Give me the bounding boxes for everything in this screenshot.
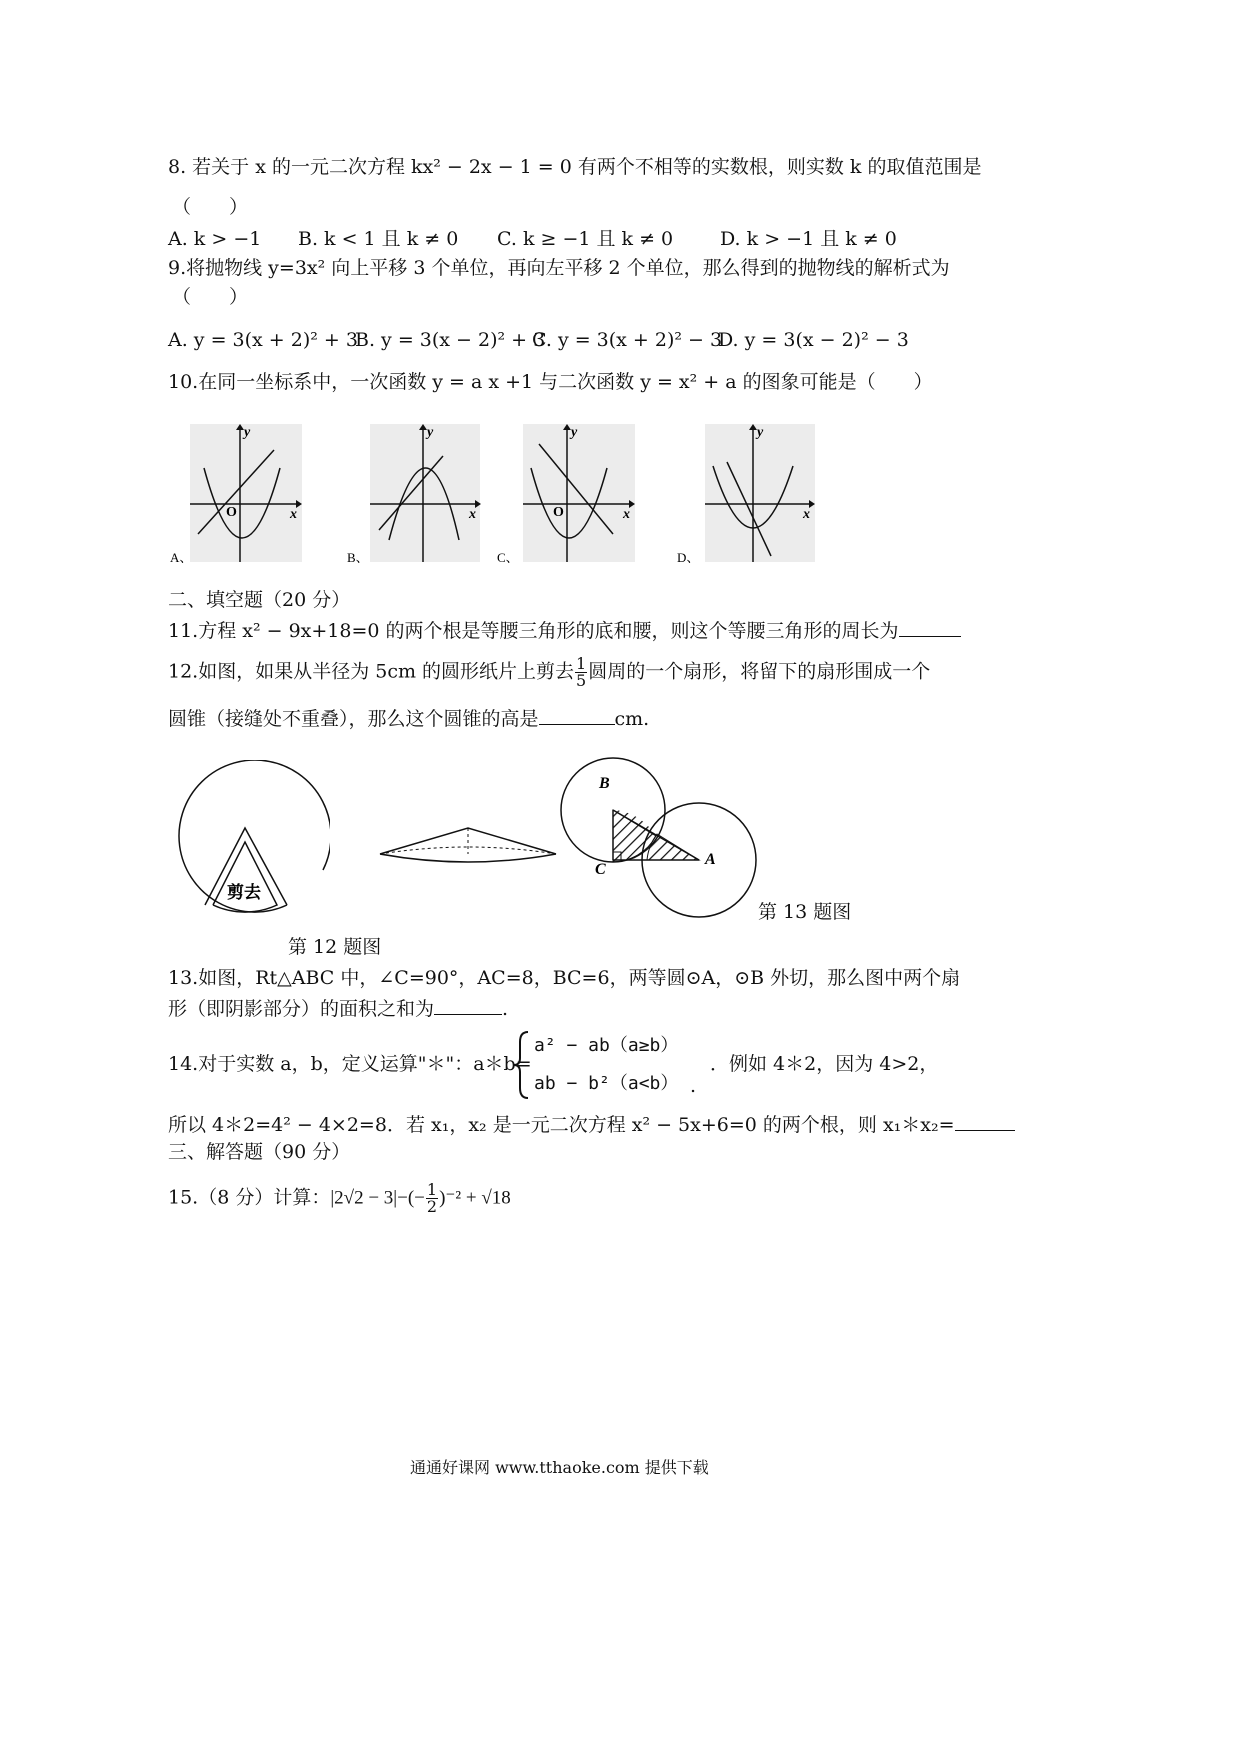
q8-option-a: A. k > −1 [168,228,262,250]
q10-graph-d [675,422,820,567]
q9-option-a: A. y = 3(x + 2)² + 3 [168,329,358,351]
q9-option-b: B. y = 3(x − 2)² + 3 [355,329,546,351]
q14-case-2: ab − b²（a<b） [534,1073,679,1094]
origin-label: O [226,505,237,520]
x-axis-label: x [469,507,476,522]
q9-stem: 9.将抛物线 y=3x² 向上平移 3 个单位，再向左平移 2 个单位，那么得到的抛物线的解析式为 [168,257,950,279]
cut-label: 剪去 [227,883,261,902]
y-axis-label: y [757,425,764,440]
q9-option-c: C. y = 3(x + 2)² − 3 [532,329,723,351]
cone-base-front [380,854,556,862]
q8-option-b: B. k < 1 且 k ≠ 0 [298,228,459,250]
section-2-heading: 二、填空题（20 分） [168,589,351,611]
q10-label-c: C、 [497,550,519,565]
fraction-denominator: 5 [576,671,587,690]
q11 [168,618,961,643]
q8-option-c: C. k ≥ −1 且 k ≠ 0 [497,228,674,250]
q15-fraction [426,1182,438,1215]
q10-graph-a [168,422,308,567]
fig12-cone [370,820,570,870]
q14-text-post: ．例如 4＊2，因为 4>2， [710,1053,939,1075]
q12-fraction [575,656,587,689]
x-axis-label: x [623,507,630,522]
fig12-caption: 第 12 题图 [288,936,382,958]
y-axis-label: y [244,425,251,440]
q9-option-d: D. y = 3(x − 2)² − 3 [718,329,909,351]
graph-background [190,424,302,562]
q10-graph-b [345,422,485,567]
q13-answer-blank [434,996,502,1015]
fraction-denominator: 2 [426,1197,438,1216]
q10-stem: 10.在同一坐标系中，一次函数 y = a x +1 与二次函数 y = x² + a 的图象可能是（ ） [168,371,933,393]
q15 [168,1182,511,1215]
q12-unit: cm. [614,708,650,730]
q13-line-1: 13.如图，Rt△ABC 中，∠C=90°，AC=8，BC=6，两等圆⊙A，⊙B 外切，那么图中两个扇 [168,967,961,989]
q15-text-pre: 15.（8 分）计算： [168,1186,331,1209]
y-axis-label: y [427,425,434,440]
vertex-c-label: C [595,861,606,878]
q15-expr-1: |2√2 − 3|−(− [330,1187,425,1209]
fraction-numerator: 1 [426,1180,438,1199]
q14-text-pre: 14.对于实数 a，b，定义运算"＊"：a＊b= [168,1053,532,1075]
q14-brace [512,1030,532,1100]
q13-text-line2: 形（即阴影部分）的面积之和为 [168,998,435,1020]
graph-background [370,424,480,562]
q14-line-2 [168,1112,1015,1137]
q8-paren: （ ） [172,196,249,218]
fig13-tangent-circles [555,738,765,924]
q13-line-2 [168,996,508,1021]
y-axis-label: y [571,425,578,440]
section-3-heading: 三、解答题（90 分） [168,1141,351,1163]
vertex-b-label: B [599,775,610,792]
q9-paren: （ ） [172,286,249,308]
q8-stem: 8. 若关于 x 的一元二次方程 kx² − 2x − 1 = 0 有两个不相等的实数根，则实数 k 的取值范围是 [168,156,982,178]
q14-case-1: a² − ab（a≥b） [534,1035,679,1056]
fig13-caption: 第 13 题图 [758,901,852,923]
q10-graph-c [495,422,640,567]
q15-expr-2: )⁻² + √18 [439,1187,511,1209]
vertex-a-label: A [705,851,716,868]
q8-option-d: D. k > −1 且 k ≠ 0 [720,228,897,250]
q11-text: 11.方程 x² − 9x+18=0 的两个根是等腰三角形的底和腰，则这个等腰三角形的周长为 [168,620,899,642]
q10-label-b: B、 [347,550,369,565]
q12-line-1 [168,656,930,689]
q10-label-a: A、 [170,550,193,565]
q13-end: . [502,998,509,1020]
graph-background [705,424,815,562]
q11-answer-blank [899,618,961,637]
q12-answer-blank [539,706,615,725]
fig12-circle-with-cut [165,760,330,920]
page-footer: 通通好课网 www.tthaoke.com 提供下载 [410,1458,709,1477]
q14-dot: . [690,1075,697,1097]
origin-label: O [553,505,564,520]
q14-answer-blank [955,1112,1015,1131]
x-axis-label: x [803,507,810,522]
q12-text-post: 圆周的一个扇形，将留下的扇形围成一个 [588,660,931,683]
q14-text-line2: 所以 4＊2=4² − 4×2=8．若 x₁，x₂ 是一元二次方程 x² − 5x+6=0 的两个根，则 x₁＊x₂= [168,1114,955,1136]
q10-label-d: D、 [677,550,700,565]
fraction-numerator: 1 [576,654,587,673]
q12-text-pre: 12.如图，如果从半径为 5cm 的圆形纸片上剪去 [168,660,575,683]
q12-line-2 [168,706,649,731]
q12-text-line2: 圆锥（接缝处不重叠），那么这个圆锥的高是 [168,708,539,730]
x-axis-label: x [290,507,297,522]
